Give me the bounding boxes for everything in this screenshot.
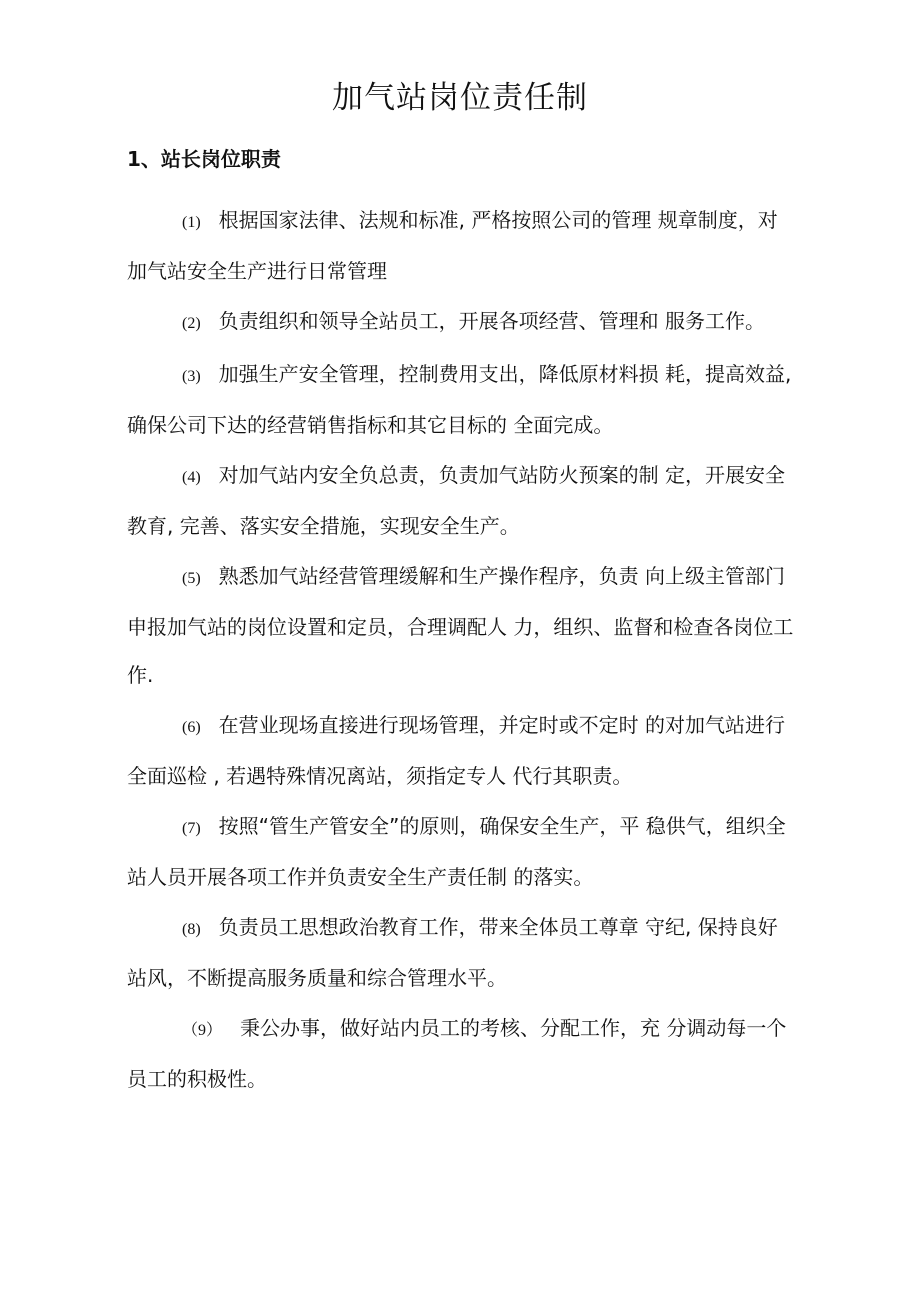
item-number: (1)	[182, 214, 201, 231]
item-number: (3)	[182, 368, 201, 385]
item-text: 秉公办事，做好站内员工的考核、分配工作，充 分调动每一个员工的积极性。	[127, 1016, 787, 1091]
item-text: 根据国家法律、法规和标准, 严格按照公司的管理 规章制度，对加气站安全生产进行日常管理	[127, 208, 778, 283]
item-number: (2)	[182, 315, 201, 332]
responsibility-item-2	[127, 297, 797, 348]
item-number: （9）	[182, 1022, 223, 1039]
item-text: 负责员工思想政治教育工作，带来全体员工尊章 守纪, 保持良好站风，不断提高服务质量和综合管理水平。	[127, 915, 778, 990]
item-text: 在营业现场直接进行现场管理，并定时或不定时 的对加气站进行全面巡检 , 若遇特殊情况离站，须指定专人 代行其职责。	[127, 713, 786, 788]
responsibility-list	[127, 196, 797, 1105]
responsibility-item-7	[127, 802, 797, 901]
responsibility-item-9	[127, 1004, 797, 1103]
responsibility-item-5	[127, 552, 797, 699]
responsibility-item-6	[127, 701, 797, 800]
responsibility-item-1	[127, 196, 797, 295]
item-text: 加强生产安全管理，控制费用支出，降低原材料损 耗，提高效益, 确保公司下达的经营销售指标和其它目标的 全面完成。	[127, 362, 792, 437]
section-heading: 1、站长岗位职责	[127, 147, 281, 171]
item-number: (5)	[182, 570, 201, 587]
item-text: 对加气站内安全负总责，负责加气站防火预案的制 定，开展安全教育, 完善、落实安全措施，实现安全生产。	[127, 463, 786, 538]
item-text: 熟悉加气站经营管理缓解和生产操作程序，负责 向上级主管部门申报加气站的岗位设置和定员，合理调配人 力，组织、监督和检查各岗位工作.	[127, 564, 794, 687]
item-number: (6)	[182, 719, 201, 736]
responsibility-item-4	[127, 451, 797, 550]
item-number: (7)	[182, 820, 201, 837]
item-text: 负责组织和领导全站员工，开展各项经营、管理和 服务工作。	[218, 309, 766, 333]
item-number: (4)	[182, 469, 201, 486]
item-number: (8)	[182, 921, 201, 938]
item-text: 按照“管生产管安全”的原则，确保安全生产，平 稳供气，组织全站人员开展各项工作并负责安全生产责任制 的落实。	[127, 814, 786, 889]
responsibility-item-8	[127, 903, 797, 1002]
responsibility-item-3	[127, 350, 797, 449]
document-title: 加气站岗位责任制	[332, 80, 588, 116]
